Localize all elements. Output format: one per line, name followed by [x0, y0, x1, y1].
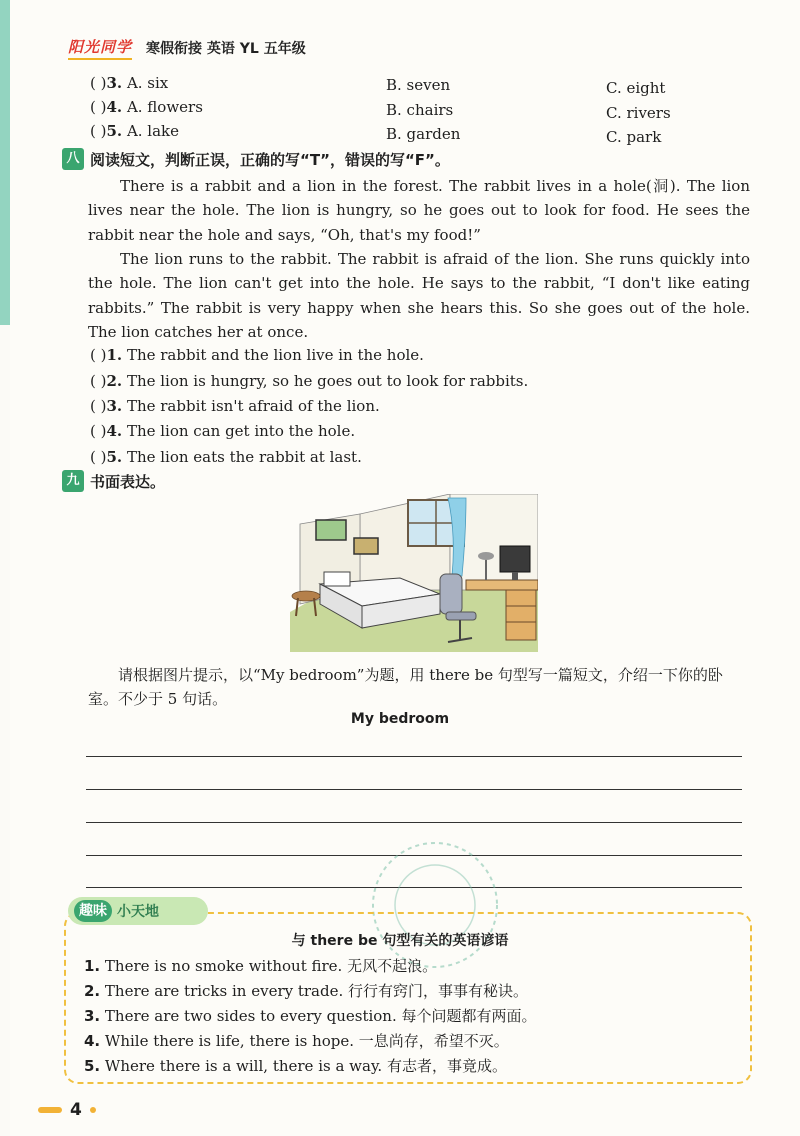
tf-item: [90, 372, 528, 390]
item-number: 3.: [84, 1007, 101, 1025]
item-number: 4.: [106, 422, 123, 440]
reading-paragraph: The lion runs to the rabbit. The rabbit is afraid of the lion. She runs quickly into the hole. The lion can't get into the hole. He says to the rabbit, “I don't like eating rabbits.” The rabbit is very happy when she hears this. So she goes out of the hole. The lion catches her at once.: [88, 250, 750, 341]
footer-bar-decoration: [38, 1107, 62, 1113]
item-text: The lion is hungry, so he goes out to look for rabbits.: [126, 372, 529, 390]
mc-item: [90, 74, 168, 92]
option-a: A. lake: [126, 122, 180, 140]
proverb-item: [84, 1055, 507, 1076]
fun-corner-tag: [68, 897, 208, 925]
proverb-item: [84, 1005, 537, 1026]
page-number: 4: [70, 1100, 82, 1120]
option-a: A. six: [126, 74, 169, 92]
writing-instruction: 请根据图片提示，以“My bedroom”为题，用 there be 句型写一篇短文，介绍一下你的卧室。不少于 5 句话。: [88, 666, 723, 708]
item-text: The rabbit isn't afraid of the lion.: [126, 397, 380, 415]
answer-blank[interactable]: ( ): [90, 372, 107, 390]
item-number: 4.: [84, 1032, 101, 1050]
fun-title: 与 there be 句型有关的英语谚语: [291, 933, 509, 949]
option-c: C. eight: [606, 79, 666, 97]
page-footer: [38, 1100, 96, 1120]
item-text: There is no smoke without fire. 无风不起浪。: [104, 957, 438, 975]
item-text: While there is life, there is hope. 一息尚存，希望不灭。: [104, 1032, 509, 1050]
answer-blank[interactable]: ( ): [90, 422, 107, 440]
item-number: 5.: [84, 1057, 101, 1075]
mc-item: [90, 122, 179, 140]
item-text: There are tricks in every trade. 行行有窍门，事事有秘诀。: [104, 982, 529, 1000]
section-instruction: 书面表达。: [90, 472, 166, 491]
header-title: 寒假衔接 英语 YL 五年级: [146, 41, 306, 57]
answer-blank[interactable]: ( ): [90, 74, 107, 92]
proverb-item: [84, 980, 528, 1001]
item-number: 3.: [106, 74, 123, 92]
option-c: C. park: [606, 128, 662, 146]
option-b: B. chairs: [386, 101, 454, 119]
fun-tag-circle: 趣味: [74, 900, 112, 922]
writing-line[interactable]: [86, 822, 742, 823]
bedroom-illustration: [290, 494, 538, 652]
writing-line[interactable]: [86, 789, 742, 790]
item-number: 5.: [106, 122, 123, 140]
item-text: The lion eats the rabbit at last.: [126, 448, 362, 466]
item-number: 4.: [106, 98, 123, 116]
proverb-item: [84, 955, 437, 976]
proverb-item: [84, 1030, 509, 1051]
item-number: 2.: [84, 982, 101, 1000]
tf-item: [90, 422, 355, 440]
item-number: 2.: [106, 372, 123, 390]
option-a: A. flowers: [126, 98, 203, 116]
tf-item: [90, 448, 362, 466]
option-c: C. rivers: [606, 104, 671, 122]
item-number: 1.: [106, 346, 123, 364]
item-text: The lion can get into the hole.: [126, 422, 356, 440]
reading-paragraph: There is a rabbit and a lion in the forest. The rabbit lives in a hole(洞). The lion lives near the hole. The lion is hungry, so he goes out to look for food. He sees the rabbit near the hole and says, “Oh, that's my food!”: [88, 177, 750, 244]
section-8-title: [62, 148, 450, 170]
item-number: 3.: [106, 397, 123, 415]
item-text: There are two sides to every question. 每个问题都有两面。: [104, 1007, 537, 1025]
page-header: [68, 36, 306, 60]
brand-logo: 阳光同学: [68, 36, 132, 60]
section-badge: 八: [62, 148, 84, 170]
section-9-title: [62, 470, 165, 492]
footer-dot-decoration: [90, 1107, 96, 1113]
fun-tag-text: 小天地: [117, 904, 159, 920]
tf-item: [90, 397, 380, 415]
essay-title: My bedroom: [350, 711, 450, 727]
section-badge: 九: [62, 470, 84, 492]
item-number: 5.: [106, 448, 123, 466]
mc-item: [90, 98, 203, 116]
writing-line[interactable]: [86, 756, 742, 757]
answer-blank[interactable]: ( ): [90, 122, 107, 140]
item-text: The rabbit and the lion live in the hole.: [126, 346, 424, 364]
section-instruction: 阅读短文，判断正误，正确的写“T”，错误的写“F”。: [90, 150, 450, 169]
item-number: 1.: [84, 957, 101, 975]
option-b: B. seven: [386, 76, 451, 94]
option-b: B. garden: [386, 125, 461, 143]
item-text: Where there is a will, there is a way. 有志者，事竟成。: [104, 1057, 507, 1075]
answer-blank[interactable]: ( ): [90, 98, 107, 116]
answer-blank[interactable]: ( ): [90, 346, 107, 364]
tf-item: [90, 346, 424, 364]
answer-blank[interactable]: ( ): [90, 397, 107, 415]
answer-blank[interactable]: ( ): [90, 448, 107, 466]
